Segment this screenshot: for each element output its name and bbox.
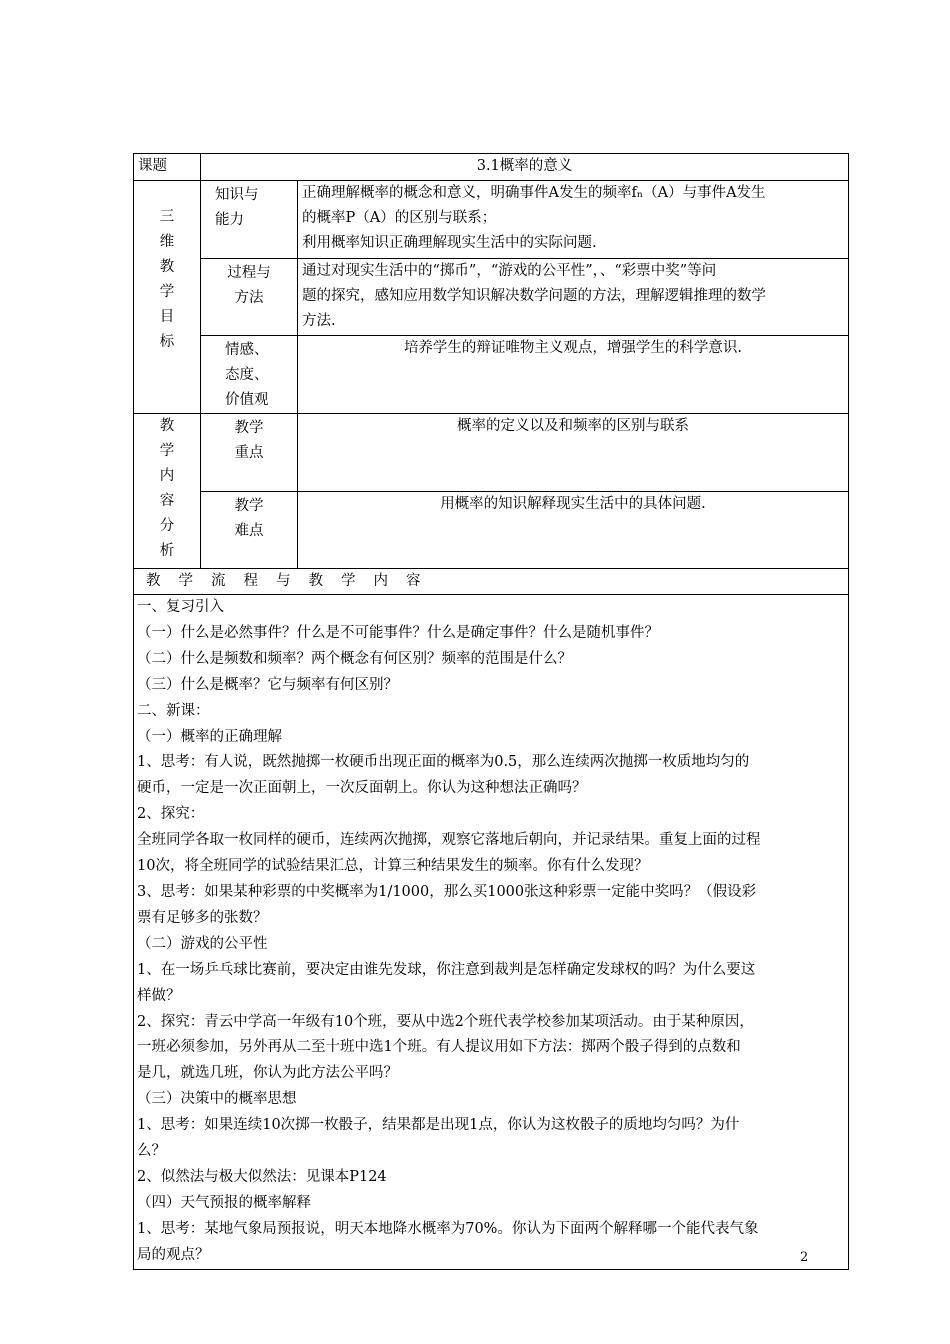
attitude-label [201, 336, 298, 414]
content-line: （二）游戏的公平性 [137, 935, 268, 952]
difficulty-label [201, 492, 298, 569]
content-line: 二、新课： [137, 702, 210, 719]
objectives-section-label [134, 181, 201, 414]
lesson-plan-table [133, 153, 849, 1270]
row-label-line: 能力 [215, 212, 244, 228]
section-label-char: 析 [159, 543, 175, 559]
row-label-line: 情感、 [225, 342, 269, 358]
content-line: 1、思考：某地气象局预报说，明天本地降水概率为70%。你认为下面两个解释哪一个能代表气象 [137, 1220, 759, 1237]
row-label-line: 重点 [234, 445, 264, 461]
lesson-title: 3.1概率的意义 [476, 158, 573, 174]
row-label-line: 过程与 [227, 265, 271, 281]
flow-header: 教学流程与教学内容 [134, 569, 849, 595]
content-line: （二）什么是频数和频率？两个概念有何区别？频率的范围是什么？ [137, 650, 572, 667]
title-label-cell [134, 154, 201, 181]
content-line: 2、探究： [137, 806, 205, 823]
section-label-char: 维 [159, 234, 175, 250]
content-line: 硬币，一定是一次正面朝上，一次反面朝上。你认为这种想法正确吗？ [137, 780, 587, 797]
section-label-char: 教 [159, 418, 175, 434]
content-line: 票有足够多的张数？ [137, 909, 268, 926]
content-line: （一）什么是必然事件？什么是不可能事件？什么是确定事件？什么是随机事件？ [137, 624, 659, 641]
analysis-section-label [134, 414, 201, 569]
process-content [298, 259, 849, 336]
content-line: 1、在一场乒乓球比赛前，要决定由谁先发球，你注意到裁判是怎样确定发球权的吗？为什么要这 [137, 961, 756, 978]
section-label-char: 学 [159, 443, 175, 459]
row-label-line: 方法 [234, 290, 264, 306]
row-label-line: 教学 [234, 420, 264, 436]
section-label-char: 目 [159, 309, 175, 325]
content-line: 样做？ [137, 987, 181, 1004]
objective-line: 方法. [302, 313, 336, 329]
content-line: 1、思考：如果连续10次掷一枚骰子，结果都是出现1点，你认为这枚骰子的质地均匀吗？为什 [137, 1117, 740, 1134]
content-line: （四）天气预报的概率解释 [137, 1194, 311, 1211]
content-line: （三）决策中的概率思想 [137, 1091, 297, 1108]
content-line: 全班同学各取一枚同样的硬币，连续两次抛掷，观察它落地后朝向，并记录结果。重复上面的过程 [137, 832, 761, 849]
row-label-line: 难点 [234, 523, 264, 539]
content-line: 1、思考：有人说，既然抛掷一枚硬币出现正面的概率为0.5，那么连续两次抛掷一枚质地均匀的 [137, 754, 750, 771]
content-line: 一、复习引入 [137, 599, 224, 615]
row-label-line: 价值观 [225, 392, 269, 408]
content-line: 是几，就选几班，你认为此方法公平吗？ [137, 1065, 398, 1082]
lesson-title-cell [201, 154, 849, 181]
content-line: 么？ [137, 1143, 166, 1160]
section-label-char: 教 [159, 259, 175, 275]
section-label-char: 标 [159, 334, 175, 350]
knowledge-content [298, 181, 849, 259]
section-label-char: 分 [159, 518, 175, 534]
objective-line: 通过对现实生活中的“掷币”，“游戏的公平性”，、“彩票中奖”等问 [302, 263, 717, 279]
objective-line: 题的探究，感知应用数学知识解决数学问题的方法，理解逻辑推理的数学 [302, 288, 766, 304]
content-line: 局的观点？ [137, 1246, 210, 1263]
process-label [201, 259, 298, 336]
section-label-char: 三 [159, 209, 175, 225]
objective-line: 利用概率知识正确理解现实生活中的实际问题. [302, 235, 597, 251]
section-label-char: 容 [159, 493, 175, 509]
page-number: 2 [800, 1250, 809, 1265]
difficulty-content [298, 492, 849, 569]
row-label-line: 教学 [234, 498, 264, 514]
section-label-char: 学 [159, 284, 175, 300]
key-point-text: 概率的定义以及和频率的区别与联系 [457, 418, 689, 434]
content-line: 10次，将全班同学的试验结果汇总，计算三种结果发生的频率。你有什么发现？ [137, 858, 649, 875]
section-label-char: 内 [159, 468, 175, 484]
knowledge-label [201, 181, 298, 259]
objective-line: 培养学生的辩证唯物主义观点，增强学生的科学意识. [403, 340, 743, 356]
lesson-content [134, 595, 849, 1270]
content-line: 一班必须参加，另外再从二至十班中选1个班。有人提议用如下方法：掷两个骰子得到的点数和 [137, 1039, 741, 1056]
objective-line: 的概率P（A）的区别与联系； [302, 210, 497, 226]
content-line: 3、思考：如果某种彩票的中奖概率为1/1000，那么买1000张这种彩票一定能中奖吗？（假设彩 [137, 883, 757, 900]
title-label: 课题 [138, 158, 167, 174]
objective-line: 正确理解概率的概念和意义，明确事件A发生的频率fₙ（A）与事件A发生 [302, 185, 766, 201]
key-point-label [201, 414, 298, 492]
difficulty-text: 用概率的知识解释现实生活中的具体问题. [440, 496, 706, 512]
content-line: 2、似然法与极大似然法：见课本P124 [137, 1168, 387, 1185]
attitude-content [298, 336, 849, 414]
row-label-line: 态度、 [225, 367, 269, 383]
key-point-content [298, 414, 849, 492]
content-line: （一）概率的正确理解 [137, 728, 282, 745]
content-line: 2、探究：青云中学高一年级有10个班，要从中选2个班代表学校参加某项活动。由于某种原因， [137, 1013, 754, 1030]
row-label-line: 知识与 [215, 187, 259, 203]
content-lines [137, 595, 845, 1269]
content-line: （三）什么是概率？它与频率有何区别？ [137, 676, 398, 693]
